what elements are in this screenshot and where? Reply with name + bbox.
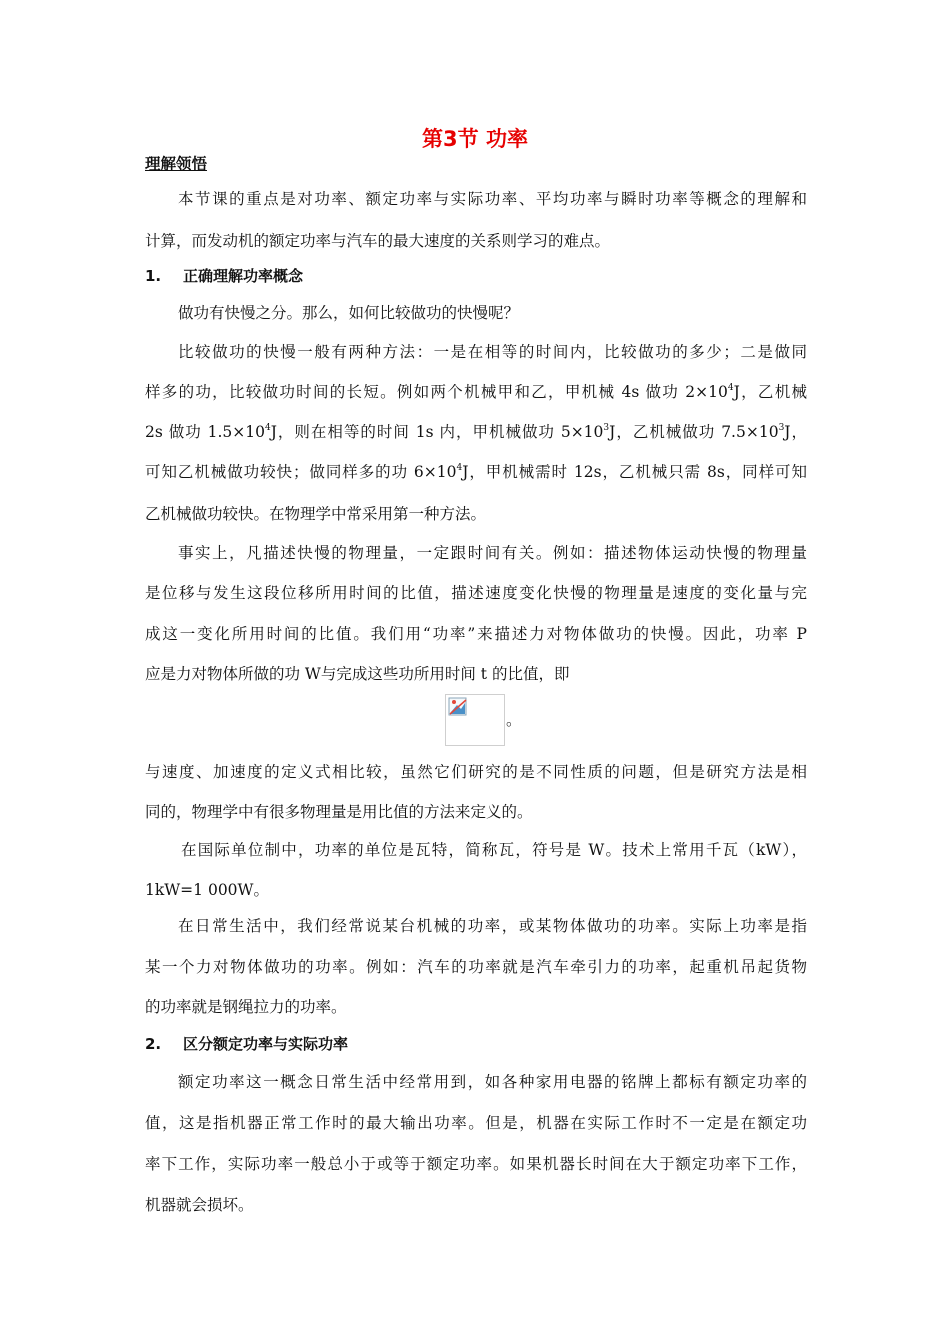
p7-line-4: 机器就会损坏。: [145, 1196, 254, 1214]
heading-2: [145, 1033, 348, 1054]
p2-line-4-exponent: 4: [456, 463, 463, 473]
section-header: 理解领悟: [145, 155, 208, 173]
p2-line-4a: 可知乙机械做功较快；做同样多的功 6×10: [145, 463, 457, 481]
p6-line-3: 的功率就是钢绳拉力的功率。: [145, 998, 347, 1016]
p2-line-3a: 2s 做功 1.5×10: [145, 423, 265, 441]
p4-line-1: 与速度、加速度的定义式相比较，虽然它们研究的是不同性质的问题，但是研究方法是相: [145, 763, 807, 781]
p2-line-1: 比较做功的快慢一般有两种方法：一是在相等的时间内，比较做功的多少；二是做同: [178, 343, 807, 361]
p2-line-4: [145, 460, 807, 482]
p3-line-3: 成这一变化所用时间的比值。我们用“功率”来描述力对物体做功的快慢。因此，功率 P: [145, 625, 807, 643]
p7-line-1: 额定功率这一概念日常生活中经常用到，如各种家用电器的铭牌上都标有额定功率的: [178, 1073, 807, 1091]
p2-line-3d: J，: [784, 423, 807, 441]
formula-image: [445, 694, 505, 746]
p2-line-4b: J，甲机械需时 12s，乙机械只需 8s，同样可知: [462, 463, 807, 481]
heading-2-number: 2.: [145, 1035, 162, 1053]
p5-line-2: 1kW=1 000W。: [145, 881, 269, 899]
p4-line-2: 同的，物理学中有很多物理量是用比值的方法来定义的。: [145, 803, 533, 821]
p6-line-1: 在日常生活中，我们经常说某台机械的功率，或某物体做功的功率。实际上功率是指: [178, 917, 807, 935]
p2-line-3: [145, 420, 807, 442]
heading-1: [145, 265, 303, 286]
p3-line-1: 事实上，凡描述快慢的物理量，一定跟时间有关。例如：描述物体运动快慢的物理量: [178, 544, 807, 562]
p2-line-3b: J，则在相等的时间 1s 内，甲机械做功 5×10: [270, 423, 604, 441]
p6-line-2: 某一个力对物体做功的功率。例如：汽车的功率就是汽车牵引力的功率，起重机吊起货物: [145, 958, 807, 976]
page-title: 第3节 功率: [422, 127, 528, 151]
p7-line-3: 率下工作，实际功率一般总小于或等于额定功率。如果机器长时间在大于额定功率下工作，: [145, 1155, 807, 1173]
formula-period: 。: [506, 711, 522, 729]
p2-line-5: 乙机械做功较快。在物理学中常采用第一种方法。: [145, 505, 487, 523]
broken-image-icon: [448, 697, 468, 717]
p2-line-2-exponent: 4: [727, 383, 734, 393]
p1-line-1: 做功有快慢之分。那么，如何比较做功的快慢呢？: [178, 304, 520, 322]
p2-line-3c: J，乙机械做功 7.5×10: [609, 423, 779, 441]
p3-line-2: 是位移与发生这段位移所用时间的比值，描述速度变化快慢的物理量是速度的变化量与完: [145, 584, 807, 602]
p5-line-1: 在国际单位制中，功率的单位是瓦特，简称瓦，符号是 W。技术上常用千瓦（kW），: [181, 841, 807, 859]
heading-2-text: 区分额定功率与实际功率: [183, 1035, 349, 1053]
p2-line-2b: J，乙机械: [733, 383, 807, 401]
heading-1-text: 正确理解功率概念: [183, 267, 304, 285]
p2-line-3-exponent-3: 3: [778, 423, 785, 433]
p2-line-3-exponent-1: 4: [265, 423, 271, 433]
p2-line-2a: 样多的功，比较做功时间的长短。例如两个机械甲和乙，甲机械 4s 做功 2×10: [145, 383, 728, 401]
intro-line-1: 本节课的重点是对功率、额定功率与实际功率、平均功率与瞬时功率等概念的理解和: [178, 190, 807, 208]
p7-line-2: 值，这是指机器正常工作时的最大输出功率。但是，机器在实际工作时不一定是在额定功: [145, 1114, 807, 1132]
p3-line-4: 应是力对物体所做的功 W与完成这些功所用时间 t 的比值，即: [145, 665, 570, 683]
intro-line-2: 计算，而发动机的额定功率与汽车的最大速度的关系则学习的难点。: [145, 232, 611, 250]
heading-1-number: 1.: [145, 267, 162, 285]
p2-line-2: [145, 380, 807, 402]
p2-line-3-exponent-2: 3: [603, 423, 610, 433]
